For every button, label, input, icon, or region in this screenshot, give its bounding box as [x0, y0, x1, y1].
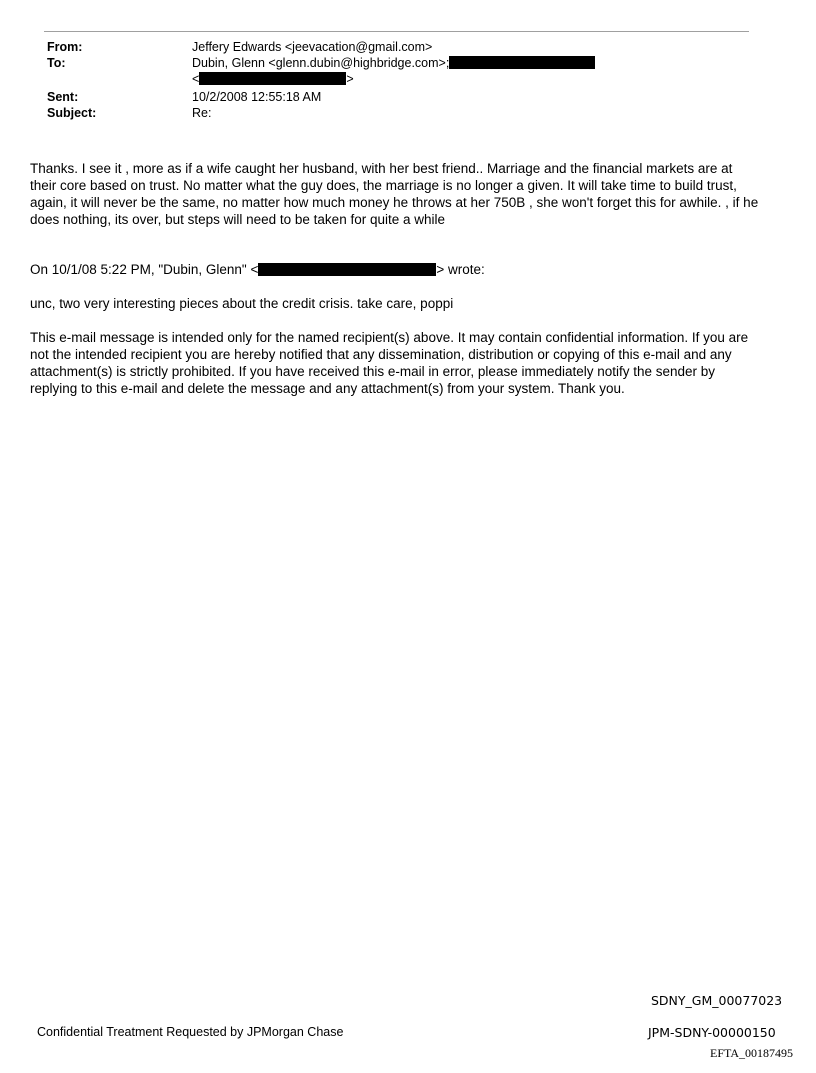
to-recipient: Dubin, Glenn <glenn.dubin@highbridge.com>; [192, 56, 450, 70]
redaction-block [199, 72, 346, 85]
quote-intro-prefix: On 10/1/08 5:22 PM, "Dubin, Glenn" < [30, 262, 259, 277]
confidential-notice: Confidential Treatment Requested by JPMorgan Chase [37, 1025, 344, 1039]
disclaimer: This e-mail message is intended only for the named recipient(s) above. It may contain confidential information. If you are not the intended recipient you are hereby notified that any dissemination, distribution or copying of this e-mail and any attachment(s) is strictly prohibited. If you have received this e-mail in error, please immediately notify the sender by replying to this e-mail and delete the message and any attachment(s) from your system. Thank you. [30, 330, 749, 396]
to-label: To: [47, 56, 66, 70]
to-value-line2 [192, 72, 354, 87]
from-value: Jeffery Edwards <jeevacation@gmail.com> [192, 40, 433, 54]
quoted-message: unc, two very interesting pieces about the credit crisis. take care, poppi [30, 296, 454, 311]
to-bracket-close: > [346, 72, 354, 86]
quote-intro [30, 261, 760, 278]
to-value-line1 [192, 56, 595, 71]
sent-value: 10/2/2008 12:55:18 AM [192, 90, 322, 104]
bates-sdny-gm: SDNY_GM_00077023 [651, 993, 783, 1008]
redaction-block [449, 56, 595, 69]
from-label: From: [47, 40, 83, 54]
message-body: Thanks. I see it , more as if a wife caught her husband, with her best friend.. Marriage and the financial markets are at their core based on trust. No matter what the guy does, the marriage is no longer a given. It will take time to build trust, again, it will never be the same, no matter how much money he throws at her 750B , she won't forget this for awhile. , if he does nothing, its over, but steps will need to be taken for quite a while [30, 161, 759, 227]
quote-intro-suffix: > wrote: [436, 262, 485, 277]
subject-label: Subject: [47, 106, 97, 120]
to-bracket-open: < [192, 72, 200, 86]
sent-label: Sent: [47, 90, 79, 104]
efta-number: EFTA_00187495 [710, 1046, 794, 1060]
header-divider [44, 31, 749, 32]
redaction-block [258, 263, 436, 276]
bates-jpm: JPM-SDNY-00000150 [648, 1025, 776, 1040]
subject-value: Re: [192, 106, 212, 120]
